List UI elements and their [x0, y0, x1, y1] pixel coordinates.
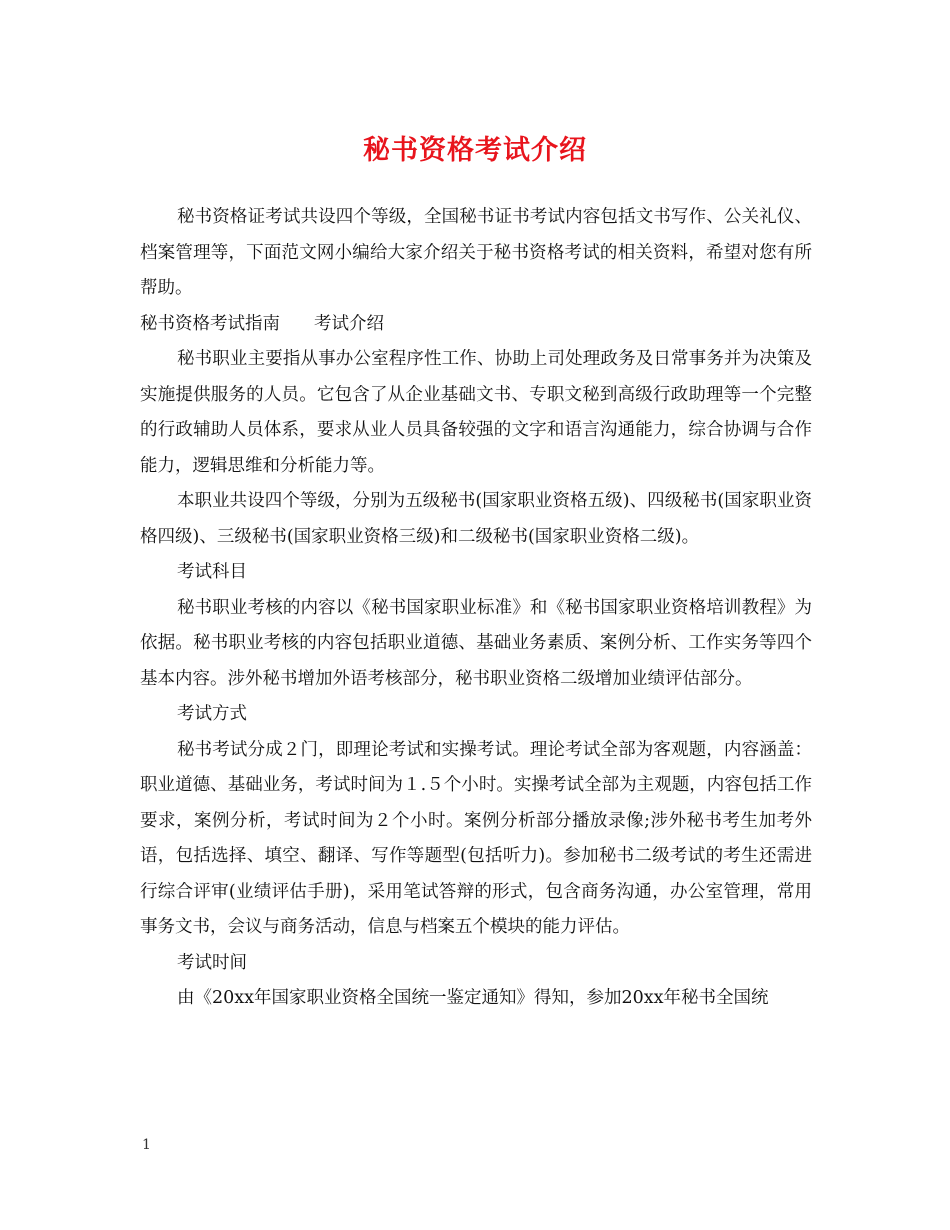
occupation-paragraph: 秘书职业主要指从事办公室程序性工作、协助上司处理政务及日常事务并为决策及实施提供服务的人员。它包含了从企业基础文书、专职文秘到高级行政助理等一个完整的行政辅助人员体系，要求从业人员具备较强的文字和语言沟通能力，综合协调与合作能力，逻辑思维和分析能力等。 [140, 349, 812, 476]
page-number: 1 [142, 1137, 151, 1153]
intro-paragraph: 秘书资格证考试共设四个等级，全国秘书证书考试内容包括文书写作、公关礼仪、档案管理等，下面范文网小编给大家介绍关于秘书资格考试的相关资料，希望对您有所帮助。 [140, 207, 812, 298]
document-body [140, 200, 812, 1017]
guide-label: 秘书资格考试指南 [140, 313, 280, 334]
method-paragraph: 秘书考试分成２门，即理论考试和实操考试。理论考试全部为客观题，内容涵盖：职业道德、基础业务，考试时间为１.５个小时。实操考试全部为主观题，内容包括工作要求，案例分析，考试时间为２个小时。案例分析部分播放录像;涉外秘书考生加考外语，包括选择、填空、翻译、写作等题型(包括听力)。参加秘书二级考试的考生还需进行综合评审(业绩评估手册)，采用笔试答辩的形式，包含商务沟通，办公室管理，常用事务文书，会议与商务活动，信息与档案五个模块的能力评估。 [140, 739, 812, 937]
method-heading: 考试方式 [177, 704, 247, 724]
subjects-heading: 考试科目 [177, 562, 247, 582]
guide-section-heading: 考试介绍 [314, 313, 384, 334]
document-title: 秘书资格考试介绍 [363, 135, 587, 166]
subjects-paragraph: 秘书职业考核的内容以《秘书国家职业标准》和《秘书国家职业资格培训教程》为依据。秘书职业考核的内容包括职业道德、基础业务素质、案例分析、工作实务等四个基本内容。涉外秘书增加外语考核部分，秘书职业资格二级增加业绩评估部分。 [140, 597, 812, 689]
levels-paragraph: 本职业共设四个等级，分别为五级秘书(国家职业资格五级)、四级秘书(国家职业资格四级)、三级秘书(国家职业资格三级)和二级秘书(国家职业资格二级)。 [140, 491, 812, 547]
guide-row [140, 307, 812, 343]
time-heading: 考试时间 [177, 952, 247, 973]
time-paragraph: 由《20xx年国家职业资格全国统一鉴定通知》得知，参加20xx年秘书全国统 [177, 988, 769, 1008]
